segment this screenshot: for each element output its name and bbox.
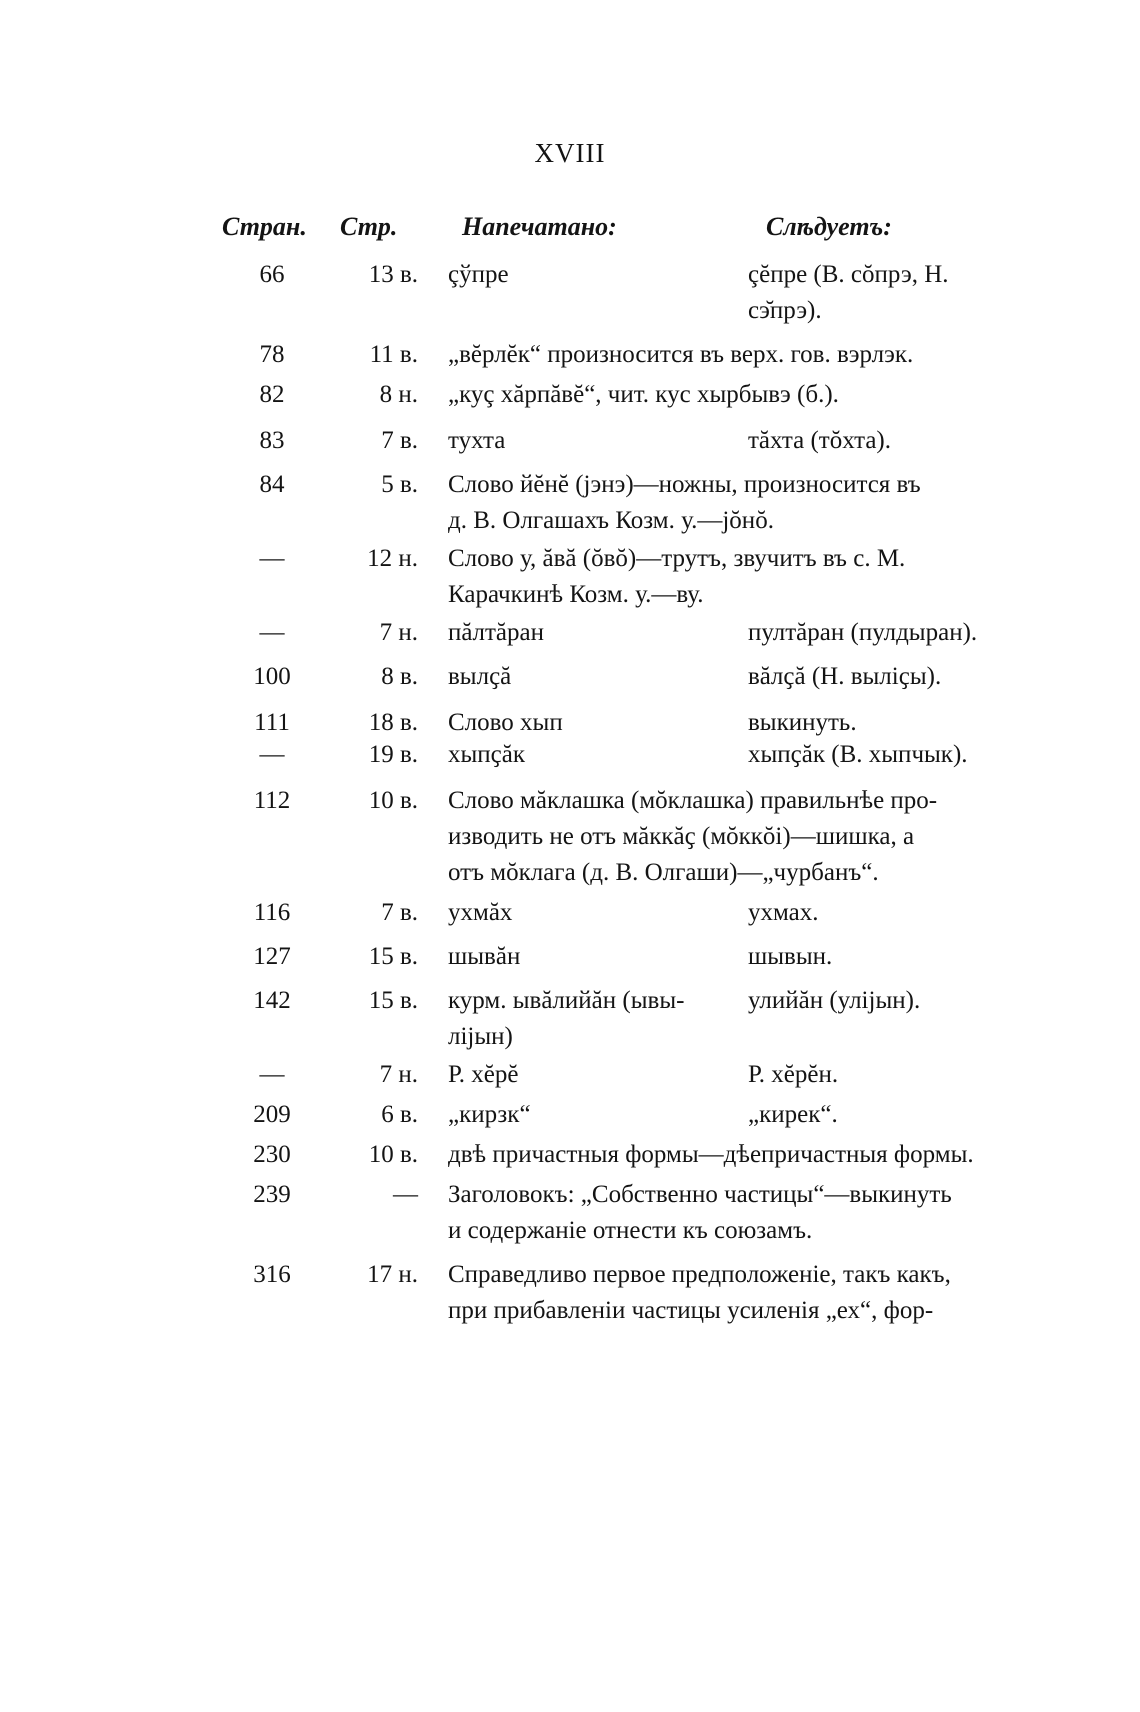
cell-line: 15 в. xyxy=(368,987,418,1014)
cell-full: Слово йĕнĕ (jэнэ)—ножны, произносится въ xyxy=(448,471,921,498)
cell-page: 230 xyxy=(253,1141,291,1168)
cell-printed: тухта xyxy=(448,427,506,454)
cell-should: выкинуть. xyxy=(748,709,857,736)
cell-page: 66 xyxy=(259,261,285,288)
cell-full-cont: при прибавленіи частицы усиленія „ех“, фор- xyxy=(448,1297,934,1324)
cell-full-cont: отъ мŏклага (д. В. Олгаши)—„чурбанъ“. xyxy=(448,859,879,886)
cell-should: шывын. xyxy=(748,943,833,970)
cell-line: 7 в. xyxy=(381,899,418,926)
cell-line: 15 в. xyxy=(368,943,418,970)
cell-printed: шывăн xyxy=(448,943,521,970)
cell-page: 84 xyxy=(259,471,285,498)
header-line: Стр. xyxy=(340,212,398,241)
cell-page: 116 xyxy=(253,899,291,926)
cell-full: „куç хăрпăвĕ“, чит. куc хырбывэ (б.). xyxy=(448,381,839,408)
cell-full: Слово мăклашка (мŏклашка) правильнѣе про- xyxy=(448,787,938,814)
cell-line: 19 в. xyxy=(368,741,418,768)
cell-printed: курм. ывăлийăн (ывы- xyxy=(448,987,685,1014)
cell-line: 8 н. xyxy=(379,381,418,408)
cell-page: 100 xyxy=(253,663,291,690)
cell-full-cont: д. В. Олгашахъ Козм. у.—jŏнŏ. xyxy=(448,507,774,534)
cell-should: тăхта (тŏхта). xyxy=(748,427,892,454)
cell-line: 10 в. xyxy=(368,1141,418,1168)
cell-should: вăлҫă (Н. выліҫы). xyxy=(748,663,942,690)
column-headers xyxy=(0,212,1140,248)
cell-line: 5 в. xyxy=(381,471,418,498)
cell-full: Справедливо первое предположеніе, такъ какъ, xyxy=(448,1261,951,1288)
cell-page: 83 xyxy=(259,427,285,454)
cell-line: 12 н. xyxy=(367,545,418,572)
cell-line: 7 в. xyxy=(381,427,418,454)
cell-should: пултăран (пулдыран). xyxy=(748,619,978,646)
cell-page: 316 xyxy=(253,1261,291,1288)
header-should: Слѣдуетъ: xyxy=(766,212,892,241)
cell-page: — xyxy=(259,741,285,768)
cell-page: — xyxy=(259,545,285,572)
cell-full: двѣ причастныя формы—дѣепричастныя формы. xyxy=(448,1141,974,1168)
cell-printed: хыпҫăк xyxy=(448,741,526,768)
cell-full-cont: и содержаніе отнести къ союзамъ. xyxy=(448,1217,813,1244)
cell-printed: пăлтăран xyxy=(448,619,544,646)
cell-full: Заголовокъ: „Собственно частицы“—выкинуть xyxy=(448,1181,952,1208)
cell-printed: Слово хып xyxy=(448,709,563,736)
cell-page: 78 xyxy=(259,341,285,368)
cell-line: 17 н. xyxy=(367,1261,418,1288)
cell-line: 7 н. xyxy=(379,619,418,646)
cell-page: 82 xyxy=(259,381,285,408)
cell-printed: ухмăх xyxy=(448,899,513,926)
cell-printed: Р. хĕрĕ xyxy=(448,1061,519,1088)
cell-line: — xyxy=(393,1181,418,1208)
cell-line: 8 в. xyxy=(381,663,418,690)
cell-page: — xyxy=(259,619,285,646)
cell-page: 239 xyxy=(253,1181,291,1208)
cell-page: — xyxy=(259,1061,285,1088)
cell-page: 209 xyxy=(253,1101,291,1128)
cell-should: хыпҫăк (В. хыпчык). xyxy=(748,741,968,768)
cell-line: 7 н. xyxy=(379,1061,418,1088)
cell-should: улийăн (уліjын). xyxy=(748,987,921,1014)
cell-printed-cont: ліjын) xyxy=(448,1023,513,1050)
cell-line: 6 в. xyxy=(381,1101,418,1128)
cell-page: 111 xyxy=(254,709,290,736)
cell-full: „вĕрлĕк“ произносится въ верх. гов. вэрлэк. xyxy=(448,341,914,368)
cell-printed: „кирзк“ xyxy=(448,1101,531,1128)
cell-full: Слово у, ăвă (ŏвŏ)—трутъ, звучитъ въ с. М. xyxy=(448,545,906,572)
cell-full-cont: Карачкинѣ Козм. у.—ву. xyxy=(448,581,704,608)
header-page: Стран. xyxy=(222,212,307,241)
page-number: XVIII xyxy=(534,138,606,168)
cell-should-cont: cэ̆прэ). xyxy=(748,297,822,324)
header-printed: Напечатано: xyxy=(462,212,617,241)
cell-line: 13 в. xyxy=(368,261,418,288)
cell-should: ухмах. xyxy=(748,899,819,926)
cell-full-cont: изводить не отъ мăккăҫ (мŏккŏі)—шишка, а xyxy=(448,823,915,850)
cell-printed: вылҫă xyxy=(448,663,512,690)
cell-line: 18 в. xyxy=(368,709,418,736)
cell-line: 10 в. xyxy=(368,787,418,814)
cell-page: 127 xyxy=(253,943,291,970)
cell-line: 11 в. xyxy=(369,341,418,368)
cell-should: Р. хĕрĕн. xyxy=(748,1061,839,1088)
cell-should: „кирек“. xyxy=(748,1101,838,1128)
cell-should: çĕпре (В. cŏпрэ, Н. xyxy=(748,261,949,288)
cell-page: 112 xyxy=(253,787,291,814)
cell-printed: çўпре xyxy=(448,261,509,288)
cell-page: 142 xyxy=(253,987,291,1014)
